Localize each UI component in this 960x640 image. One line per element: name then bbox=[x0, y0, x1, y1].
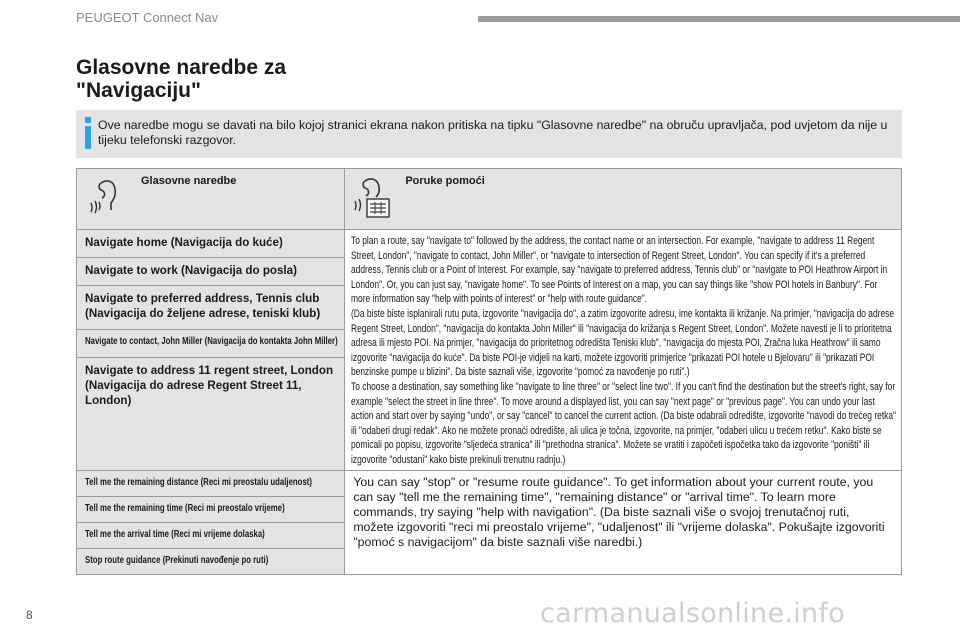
command-text: Navigate to preferred address, Tennis club (Navigacija do željene adrese, teniski klub) bbox=[85, 292, 321, 321]
voice-commands-table bbox=[76, 168, 902, 575]
table-header-help bbox=[345, 169, 902, 230]
command-row bbox=[77, 286, 345, 330]
command-text: Navigate home (Navigacija do kuće) bbox=[85, 236, 283, 249]
table-header-commands bbox=[77, 169, 345, 230]
voice-command-icon bbox=[87, 177, 121, 215]
table-header-commands-label: Glasovne naredbe bbox=[141, 175, 237, 187]
command-row bbox=[77, 496, 345, 522]
document-header-title: PEUGEOT Connect Nav bbox=[76, 10, 219, 25]
page-title bbox=[76, 56, 286, 102]
help-response-paragraph: To choose a destination, say something like "navigate to line three" or "select line two". If you can't find the destination but the street's right, say for example "select the street in line three". To move around a displayed list, you can say "next page" or "previous page". You can undo your last action and start over by saying "undo", or say "cancel" to cancel the current action. (Da biste odabrali odredište, izgovorite "navodi do trećeg retka" ili "odaberi drugi redak". Ako ne možete pronaći odredište, ali ulica je točna, izgovorite, na primjer, "odaberi ulicu u trećem retku". Kako biste se pomicali po popisu, izgovorite "sljedeća stranica" ili "prethodna stranica". Možete se vratiti i započeti ispočetka tako da izgovorite "poništi" ili izgovorite "odustani" kako biste prekinuli trenutnu radnju.) bbox=[351, 380, 897, 466]
command-text: Navigate to work (Navigacija do posla) bbox=[85, 264, 297, 278]
command-row bbox=[77, 357, 345, 470]
help-response-paragraph: (Da biste biste isplanirali rutu puta, izgovorite "navigacija do", a zatim izgovorite adresu, ime kontakta ili križanje. Na primjer, "navigacija do adrese Regent Street, London", "navigacija do kontakta John Miller" ili "navigacija do križanja s Regent Street, London". Možete navesti je li to prioritetna adresa ili mjesto POI. Na primjer, "navigacija do prioritetnog odredišta Teniski klub", "navigacija do mjesta POI, Zračna luka Heathrow" ili samo izgovorite "navigacija do kuće". Da biste POI-je vidjeli na karti, možete izgovoriti primjerice "prikazati POI hotele u Bjelovaru" ili "prikazati POI benzinske pumpe u blizini". Da biste saznali više, izgovorite "pomoć za navođenje po ruti".) bbox=[351, 307, 895, 379]
page-title-line1: Glasovne naredbe za bbox=[76, 56, 287, 79]
header-bar bbox=[478, 16, 960, 22]
info-text: Ove naredbe mogu se davati na bilo kojoj stranici ekrana nakon pritiska na tipku "Glasovne naredbe" na obruču upravljača, pod uvjetom da nije u tijeku telefonski razgovor. bbox=[98, 118, 888, 147]
command-row bbox=[77, 548, 345, 574]
command-row bbox=[77, 258, 345, 286]
help-response-route-info bbox=[345, 470, 902, 574]
command-text: Tell me the arrival time (Reci mi vrijeme dolaska) bbox=[85, 528, 265, 540]
help-response-navigation bbox=[345, 230, 902, 471]
command-text: Stop route guidance (Prekinuti navođenje po ruti) bbox=[85, 554, 269, 566]
help-response-paragraph: You can say "stop" or "resume route guidance". To get information about your current route, you can say "tell me the remaining time", "remaining distance" or "arrival time". To learn more commands, try saying "help with navigation". (Da biste saznali više o svojoj trenutačnoj ruti, možete izgovoriti "reci mi preostalo vrijeme", "udaljenost" ili "vrijeme dolaska". Pokušajte izgovoriti "pomoć s navigacijom" da biste saznali više naredbi.) bbox=[353, 474, 885, 550]
command-text: Tell me the remaining time (Reci mi preostalo vrijeme) bbox=[85, 502, 285, 514]
watermark: carmanualsonline.info bbox=[540, 598, 846, 629]
command-row bbox=[77, 230, 345, 258]
command-text: Tell me the remaining distance (Reci mi preostalu udaljenost) bbox=[85, 476, 312, 488]
info-icon bbox=[84, 117, 92, 150]
table-header-help-label: Poruke pomoći bbox=[405, 175, 485, 187]
voice-help-screen-icon bbox=[351, 175, 393, 221]
command-text: Navigate to address 11 regent street, London (Navigacija do adrese Regent Street 11, London) bbox=[85, 363, 334, 407]
command-row bbox=[77, 522, 345, 548]
info-note bbox=[76, 110, 902, 158]
help-response-paragraph: To plan a route, say "navigate to" followed by the address, the contact name or an intersection. For example, "navigate to address 11 Regent Street, London", "navigate to contact, John Miller", or "navigate to intersection of Regent Street, London". You can specify if it's a preferred address, Tennis club or a Point of Interest. For example, say "navigate to preferred address, Tennis club" or "navigate to POI Heathrow Airport in London". Or, you can just say, "navigate home". To see Points of Interest on a map, you can say things like "show POI hotels in Banbury". For more information say "help with points of interest" or "help with route guidance". bbox=[351, 235, 888, 306]
command-row bbox=[77, 330, 345, 357]
command-row bbox=[77, 470, 345, 496]
page-title-line2: "Navigaciju" bbox=[76, 79, 201, 102]
command-text: Navigate to contact, John Miller (Navigacija do kontakta John Miller) bbox=[85, 336, 338, 348]
page-number: 8 bbox=[26, 608, 33, 622]
